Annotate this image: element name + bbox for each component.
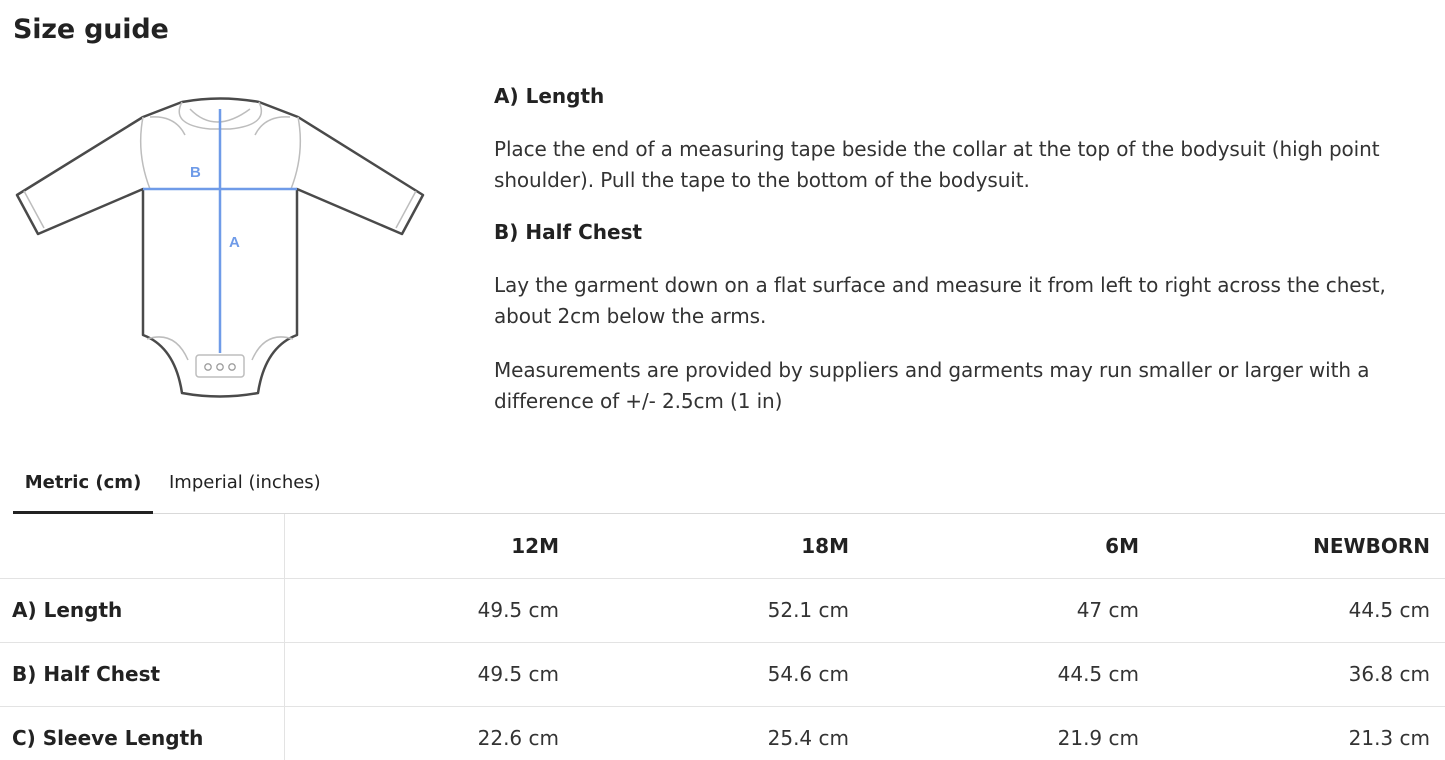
measurement-cell: 52.1 cm [574, 578, 864, 642]
row-label: A) Length [0, 578, 284, 642]
measurement-cell: 21.9 cm [864, 706, 1154, 760]
measurement-cell: 54.6 cm [574, 642, 864, 706]
row-label: B) Half Chest [0, 642, 284, 706]
bodysuit-diagram [10, 95, 430, 405]
size-header: 18M [574, 514, 864, 578]
size-header: 12M [284, 514, 574, 578]
table-header-row [0, 514, 1445, 578]
tab-imperial[interactable]: Imperial (inches) [169, 472, 321, 493]
measurement-cell: 49.5 cm [284, 642, 574, 706]
bodysuit-illustration [10, 95, 430, 405]
table-row [0, 578, 1445, 642]
half-chest-description: Lay the garment down on a flat surface and measure it from left to right across the chest, about 2cm below the arms. [494, 273, 1386, 328]
measurement-cell: 44.5 cm [864, 642, 1154, 706]
half-chest-heading: B) Half Chest [494, 220, 643, 244]
measure-label-b: B [190, 164, 201, 181]
table-row [0, 706, 1445, 760]
table-row [0, 642, 1445, 706]
measure-label-a: A [229, 234, 240, 251]
tab-metric[interactable]: Metric (cm) [13, 458, 153, 514]
page-title: Size guide [13, 14, 169, 45]
table-corner-cell [0, 514, 284, 578]
size-table [0, 514, 1445, 760]
row-label: C) Sleeve Length [0, 706, 284, 760]
measurement-instructions [494, 82, 1439, 417]
measurement-cell: 44.5 cm [1154, 578, 1445, 642]
measurement-cell: 21.3 cm [1154, 706, 1445, 760]
measurement-cell: 47 cm [864, 578, 1154, 642]
size-header: NEWBORN [1154, 514, 1445, 578]
measurement-cell: 36.8 cm [1154, 642, 1445, 706]
measurement-note: Measurements are provided by suppliers and garments may run smaller or larger with a difference of +/- 2.5cm (1 in) [494, 358, 1370, 413]
measurement-cell: 25.4 cm [574, 706, 864, 760]
length-description: Place the end of a measuring tape beside the collar at the top of the bodysuit (high point shoulder). Pull the tape to the bottom of the bodysuit. [494, 137, 1380, 192]
snap-placket [196, 355, 244, 377]
measurement-cell: 49.5 cm [284, 578, 574, 642]
length-heading: A) Length [494, 84, 605, 108]
unit-tabs [13, 458, 1445, 514]
measurement-cell: 22.6 cm [284, 706, 574, 760]
size-header: 6M [864, 514, 1154, 578]
